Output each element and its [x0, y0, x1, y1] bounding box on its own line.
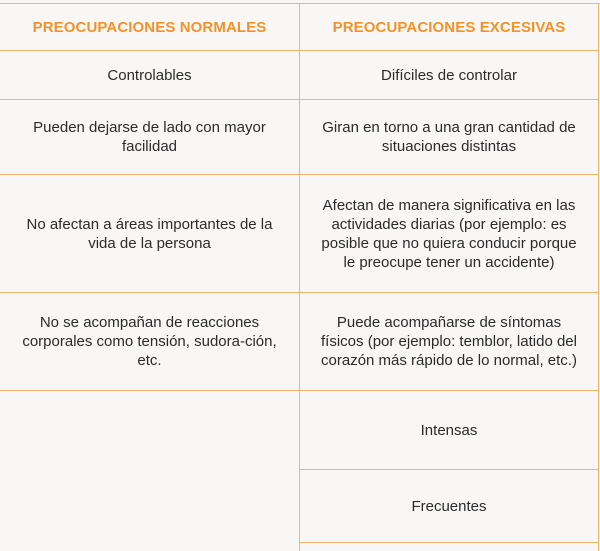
table-cell-normal: No se acompañan de reacciones corporales como tensión, sudora-ción, etc. [22, 314, 277, 369]
table-cell-excessive: Afectan de manera significativa en las actividades diarias (por ejemplo: es posible que no quiera conducir porque le preocupe tener un accidente) [321, 196, 577, 271]
table-cell-normal: Pueden dejarse de lado con mayor facilidad [33, 119, 266, 155]
table-cell-excessive: Intensas [420, 421, 478, 439]
table-cell-excessive: Puede acompañarse de síntomas físicos (por ejemplo: temblor, latido del corazón más rápido de lo normal, etc.) [321, 314, 577, 369]
table-cell-excessive: Frecuentes [411, 497, 487, 515]
table-cell-normal: Controlables [107, 66, 192, 84]
header-excessive-worries: PREOCUPACIONES EXCESIVAS [332, 18, 566, 36]
table-cell-excessive: Difíciles de controlar [381, 66, 517, 84]
table-border-bottom [299, 542, 599, 543]
header-normal-worries: PREOCUPACIONES NORMALES [32, 18, 267, 36]
table-cell-excessive: Giran en torno a una gran cantidad de situaciones distintas [322, 119, 576, 155]
table-cell-normal: No afectan a áreas importantes de la vida de la persona [26, 215, 273, 252]
